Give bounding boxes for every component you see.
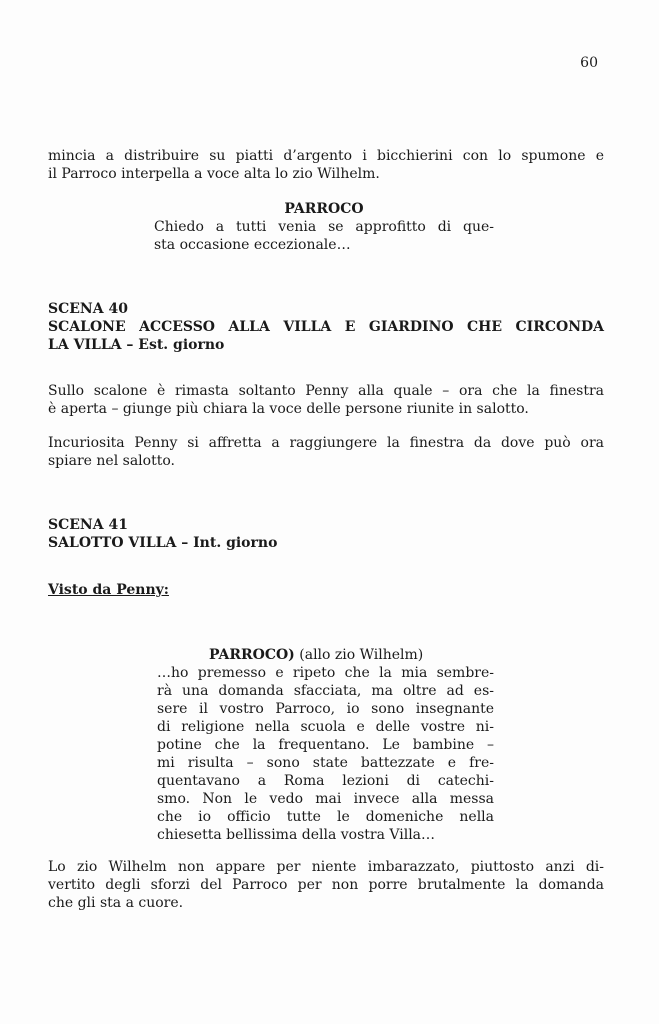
text-line: vertito degli sforzi del Parroco per non porre brutalmente la domanda: [48, 877, 604, 893]
visto-da-penny: Visto da Penny:: [48, 582, 169, 598]
scene-number: SCENA 41: [48, 517, 128, 533]
paragraph-scalone: [48, 382, 604, 418]
dialogue-line: potine che la frequentano. Le bambine –: [157, 737, 494, 753]
scene-41-heading: [48, 516, 604, 552]
dialogue-parroco-1: [154, 200, 494, 254]
text-line: Lo zio Wilhelm non appare per niente imbarazzato, piuttosto anzi di-: [48, 859, 604, 875]
scene-title-line: LA VILLA – Est. giorno: [48, 337, 225, 353]
dialogue-line: mi risulta – sono state battezzate e fre-: [157, 755, 494, 771]
dialogue-line: rà una domanda sfacciata, ma oltre ad es-: [157, 683, 494, 699]
stage-direction: (allo zio Wilhelm): [294, 647, 424, 663]
dialogue-line: chiesetta bellissima della vostra Villa…: [157, 827, 436, 843]
text-line: mincia a distribuire su piatti d’argento i bicchierini con lo spumone e: [48, 148, 604, 164]
text-line: il Parroco interpella a voce alta lo zio Wilhelm.: [48, 166, 380, 182]
scene-number: SCENA 40: [48, 301, 128, 317]
page-number: 60: [580, 55, 598, 71]
text-line: Sullo scalone è rimasta soltanto Penny alla quale – ora che la finestra: [48, 383, 604, 399]
text-line: Incuriosita Penny si affretta a raggiungere la finestra da dove può ora: [48, 435, 604, 451]
dialogue-line: sere il vostro Parroco, io sono insegnante: [157, 701, 494, 717]
speaker-line: [157, 646, 494, 664]
speaker-name: PARROCO): [209, 647, 295, 663]
dialogue-line: …ho premesso e ripeto che la mia sembre-: [157, 665, 494, 681]
scene-40-heading: [48, 300, 604, 354]
dialogue-parroco-2: [157, 646, 494, 844]
speaker-name: PARROCO: [284, 201, 364, 217]
dialogue-line: sta occasione eccezionale…: [154, 237, 351, 253]
scene-title-line: SCALONE ACCESSO ALLA VILLA E GIARDINO CHE CIRCONDA: [48, 319, 604, 335]
dialogue-line: quentavano a Roma lezioni di catechi-: [157, 773, 494, 789]
paragraph-incuriosita: [48, 434, 604, 470]
scene-title-line: SALOTTO VILLA – Int. giorno: [48, 535, 278, 551]
text-line: è aperta – giunge più chiara la voce delle persone riunite in salotto.: [48, 401, 529, 417]
final-paragraph: [48, 858, 604, 912]
dialogue-line: di religione nella scuola e delle vostre ni-: [157, 719, 494, 735]
text-line: spiare nel salotto.: [48, 453, 175, 469]
dialogue-line: smo. Non le vedo mai invece alla messa: [157, 791, 494, 807]
text-line: che gli sta a cuore.: [48, 895, 184, 911]
dialogue-line: Chiedo a tutti venia se approfitto di que-: [154, 219, 494, 235]
dialogue-line: che io officio tutte le domeniche nella: [157, 809, 494, 825]
intro-paragraph: [48, 147, 604, 183]
